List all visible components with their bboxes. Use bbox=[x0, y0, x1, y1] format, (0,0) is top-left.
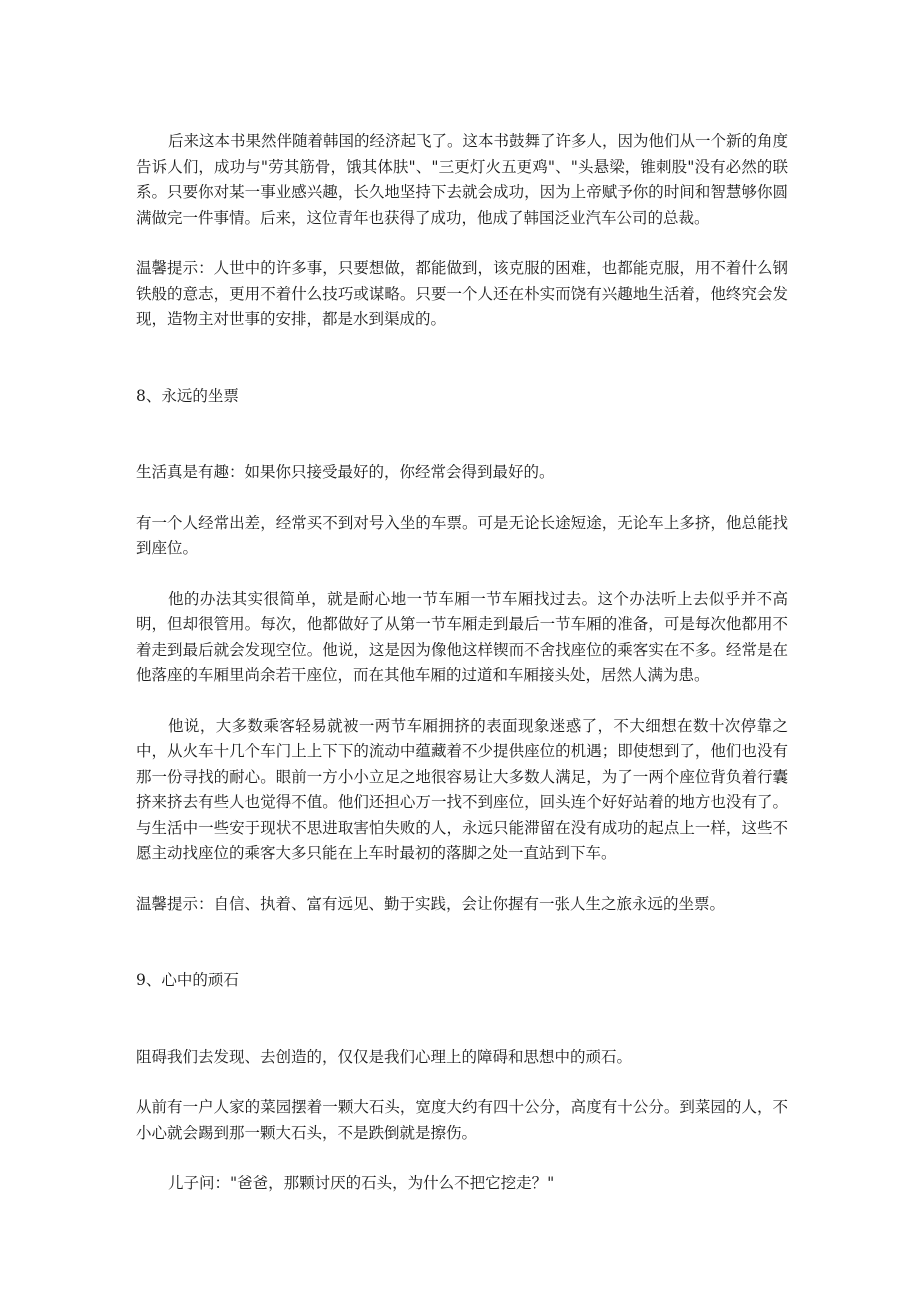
paragraph-4: 有一个人经常出差，经常买不到对号入坐的车票。可是无论长途短途，无论车上多挤，他总能找到座位。 bbox=[136, 513, 788, 557]
paragraph-5: 他的办法其实很简单，就是耐心地一节车厢一节车厢找过去。这个办法听上去似乎并不高明，但却很管用。每次，他都做好了从第一节车厢走到最后一节车厢的准备，可是每次他都用不着走到最后就会发现空位。他说，这是因为像他这样锲而不舍找座位的乘客实在不多。经常是在他落座的车厢里尚余若干座位，而在其他车厢的过道和车厢接头处，居然人满为患。 bbox=[136, 589, 788, 684]
paragraph-9: 从前有一户人家的菜园摆着一颗大石头，宽度大约有四十公分，高度有十公分。到菜园的人，不小心就会踢到那一颗大石头，不是跌倒就是擦伤。 bbox=[136, 1098, 788, 1142]
section-heading-9: 9、心中的顽石 bbox=[136, 971, 239, 989]
paragraph-8: 阻碍我们去发现、去创造的，仅仅是我们心理上的障碍和思想中的顽石。 bbox=[136, 1047, 633, 1066]
paragraph-1: 后来这本书果然伴随着韩国的经济起飞了。这本书鼓舞了许多人，因为他们从一个新的角度告诉人们，成功与"劳其筋骨，饿其体肤"、"三更灯火五更鸡"、"头悬梁，锥刺股"没有必然的联系。只要你对某一事业感兴趣，长久地坚持下去就会成功，因为上帝赋予你的时间和智慧够你圆满做完一件事情。后来，这位青年也获得了成功，他成了韩国泛业汽车公司的总裁。 bbox=[136, 132, 789, 227]
paragraph-7: 温馨提示：自信、执着、富有远见、勤于实践，会让你握有一张人生之旅永远的坐票。 bbox=[136, 894, 726, 913]
paragraph-6: 他说，大多数乘客轻易就被一两节车厢拥挤的表面现象迷惑了，不大细想在数十次停靠之中，从火车十几个车门上上下下的流动中蕴藏着不少提供座位的机遇；即使想到了，他们也没有那一份寻找的耐心。眼前一方小小立足之地很容易让大多数人满足，为了一两个座位背负着行囊挤来挤去有些人也觉得不值。他们还担心万一找不到座位，回头连个好好站着的地方也没有了。与生活中一些安于现状不思进取害怕失败的人，永远只能滞留在没有成功的起点上一样，这些不愿主动找座位的乘客大多只能在上车时最初的落脚之处一直站到下车。 bbox=[136, 716, 788, 862]
document-page bbox=[136, 129, 788, 1197]
paragraph-10: 儿子问："爸爸，那颗讨厌的石头，为什么不把它挖走？" bbox=[168, 1174, 555, 1192]
paragraph-3: 生活真是有趣：如果你只接受最好的，你经常会得到最好的。 bbox=[136, 463, 555, 481]
paragraph-2: 温馨提示：人世中的许多事，只要想做，都能做到，该克服的困难，也都能克服，用不着什么钢铁般的意志，更用不着什么技巧或谋略。只要一个人还在朴实而饶有兴趣地生活着，他终究会发现，造物主对世事的安排，都是水到渠成的。 bbox=[136, 259, 788, 328]
section-heading-8: 8、永远的坐票 bbox=[136, 386, 239, 405]
